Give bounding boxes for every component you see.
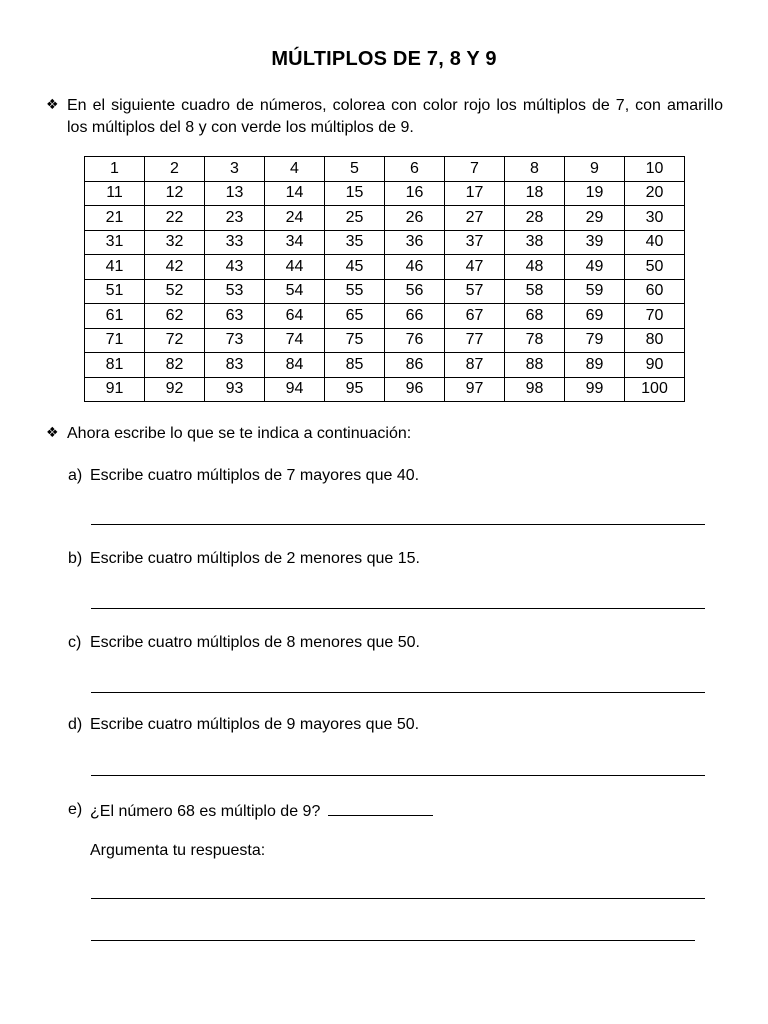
grid-cell[interactable]: 64 <box>265 304 325 329</box>
grid-cell[interactable]: 28 <box>505 206 565 231</box>
grid-cell[interactable]: 63 <box>205 304 265 329</box>
grid-cell[interactable]: 91 <box>85 377 145 402</box>
grid-cell[interactable]: 5 <box>325 157 385 182</box>
grid-cell[interactable]: 19 <box>565 181 625 206</box>
grid-cell[interactable]: 69 <box>565 304 625 329</box>
answer-line-b[interactable] <box>91 608 705 609</box>
grid-cell[interactable]: 40 <box>625 230 685 255</box>
grid-cell[interactable]: 45 <box>325 255 385 280</box>
grid-cell[interactable]: 6 <box>385 157 445 182</box>
grid-cell[interactable]: 77 <box>445 328 505 353</box>
grid-cell[interactable]: 80 <box>625 328 685 353</box>
grid-cell[interactable]: 84 <box>265 353 325 378</box>
number-grid <box>84 156 685 402</box>
grid-row <box>85 304 685 329</box>
grid-cell[interactable]: 55 <box>325 279 385 304</box>
grid-cell[interactable]: 27 <box>445 206 505 231</box>
answer-line-d[interactable] <box>91 775 705 776</box>
grid-cell[interactable]: 82 <box>145 353 205 378</box>
question-letter: c) <box>68 634 82 651</box>
question-text: Escribe cuatro múltiplos de 2 menores que 15. <box>90 550 420 567</box>
grid-cell[interactable]: 9 <box>565 157 625 182</box>
grid-row <box>85 255 685 280</box>
grid-cell[interactable]: 22 <box>145 206 205 231</box>
instruction-text: En el siguiente cuadro de números, colorea con color rojo los múltiplos de 7, con amarillo los múltiplos del 8 y con verde los múltiplos de 9. <box>67 97 723 136</box>
grid-cell[interactable]: 15 <box>325 181 385 206</box>
grid-cell[interactable]: 62 <box>145 304 205 329</box>
grid-cell[interactable]: 47 <box>445 255 505 280</box>
question-letter: e) <box>68 801 83 818</box>
grid-cell[interactable]: 61 <box>85 304 145 329</box>
grid-cell[interactable]: 96 <box>385 377 445 402</box>
grid-cell[interactable]: 39 <box>565 230 625 255</box>
grid-cell[interactable]: 54 <box>265 279 325 304</box>
grid-cell[interactable]: 25 <box>325 206 385 231</box>
question-letter: a) <box>68 467 83 484</box>
grid-cell[interactable]: 87 <box>445 353 505 378</box>
grid-cell[interactable]: 66 <box>385 304 445 329</box>
grid-row <box>85 157 685 182</box>
grid-cell[interactable]: 21 <box>85 206 145 231</box>
diamond-bullet-icon: ❖ <box>46 424 59 440</box>
grid-cell[interactable]: 50 <box>625 255 685 280</box>
grid-row <box>85 206 685 231</box>
grid-cell[interactable]: 32 <box>145 230 205 255</box>
instruction-text: Ahora escribe lo que se te indica a continuación: <box>67 425 412 442</box>
question-text: Escribe cuatro múltiplos de 8 menores que 50. <box>90 634 420 651</box>
grid-cell[interactable]: 14 <box>265 181 325 206</box>
grid-cell[interactable]: 74 <box>265 328 325 353</box>
grid-cell[interactable]: 23 <box>205 206 265 231</box>
grid-cell[interactable]: 24 <box>265 206 325 231</box>
grid-cell[interactable]: 79 <box>565 328 625 353</box>
grid-cell[interactable]: 29 <box>565 206 625 231</box>
argument-line-2[interactable] <box>91 940 695 941</box>
grid-cell[interactable]: 78 <box>505 328 565 353</box>
grid-cell[interactable]: 36 <box>385 230 445 255</box>
grid-cell[interactable]: 88 <box>505 353 565 378</box>
question-text: Escribe cuatro múltiplos de 7 mayores que 40. <box>90 467 420 484</box>
grid-cell[interactable]: 85 <box>325 353 385 378</box>
grid-cell[interactable]: 52 <box>145 279 205 304</box>
grid-cell[interactable]: 86 <box>385 353 445 378</box>
grid-cell[interactable]: 56 <box>385 279 445 304</box>
question-letter: b) <box>68 550 83 567</box>
grid-cell[interactable]: 99 <box>565 377 625 402</box>
grid-cell[interactable]: 34 <box>265 230 325 255</box>
question-text: Escribe cuatro múltiplos de 9 mayores que 50. <box>90 716 420 733</box>
grid-cell[interactable]: 58 <box>505 279 565 304</box>
grid-cell[interactable]: 13 <box>205 181 265 206</box>
grid-cell[interactable]: 89 <box>565 353 625 378</box>
grid-cell[interactable]: 38 <box>505 230 565 255</box>
grid-cell[interactable]: 75 <box>325 328 385 353</box>
grid-cell[interactable]: 67 <box>445 304 505 329</box>
answer-line-a[interactable] <box>91 524 705 525</box>
page-title: MÚLTIPLOS DE 7, 8 Y 9 <box>271 48 497 70</box>
grid-cell[interactable]: 49 <box>565 255 625 280</box>
grid-cell[interactable]: 46 <box>385 255 445 280</box>
argument-line-1[interactable] <box>91 898 705 899</box>
grid-cell[interactable]: 8 <box>505 157 565 182</box>
grid-row <box>85 377 685 402</box>
grid-cell[interactable]: 26 <box>385 206 445 231</box>
grid-cell[interactable]: 68 <box>505 304 565 329</box>
grid-cell[interactable]: 100 <box>625 377 685 402</box>
grid-cell[interactable]: 48 <box>505 255 565 280</box>
question-e-row <box>90 801 433 821</box>
grid-cell[interactable]: 20 <box>625 181 685 206</box>
grid-cell[interactable]: 93 <box>205 377 265 402</box>
grid-cell[interactable]: 18 <box>505 181 565 206</box>
answer-line-c[interactable] <box>91 692 705 693</box>
grid-cell[interactable]: 71 <box>85 328 145 353</box>
grid-cell[interactable]: 33 <box>205 230 265 255</box>
grid-cell[interactable]: 92 <box>145 377 205 402</box>
grid-cell[interactable]: 10 <box>625 157 685 182</box>
grid-cell[interactable]: 31 <box>85 230 145 255</box>
grid-cell[interactable]: 37 <box>445 230 505 255</box>
grid-cell[interactable]: 95 <box>325 377 385 402</box>
diamond-bullet-icon: ❖ <box>46 96 59 112</box>
grid-cell[interactable]: 42 <box>145 255 205 280</box>
grid-row <box>85 328 685 353</box>
grid-row <box>85 181 685 206</box>
grid-cell[interactable]: 30 <box>625 206 685 231</box>
grid-cell[interactable]: 3 <box>205 157 265 182</box>
grid-cell[interactable]: 83 <box>205 353 265 378</box>
grid-cell[interactable]: 60 <box>625 279 685 304</box>
grid-cell[interactable]: 81 <box>85 353 145 378</box>
grid-cell[interactable]: 7 <box>445 157 505 182</box>
grid-cell[interactable]: 53 <box>205 279 265 304</box>
grid-cell[interactable]: 4 <box>265 157 325 182</box>
grid-cell[interactable]: 94 <box>265 377 325 402</box>
grid-cell[interactable]: 97 <box>445 377 505 402</box>
grid-cell[interactable]: 44 <box>265 255 325 280</box>
grid-cell[interactable]: 12 <box>145 181 205 206</box>
grid-cell[interactable]: 41 <box>85 255 145 280</box>
grid-cell[interactable]: 72 <box>145 328 205 353</box>
grid-cell[interactable]: 59 <box>565 279 625 304</box>
grid-row <box>85 279 685 304</box>
question-text: ¿El número 68 es múltiplo de 9? <box>90 803 321 820</box>
grid-cell[interactable]: 65 <box>325 304 385 329</box>
grid-cell[interactable]: 73 <box>205 328 265 353</box>
answer-blank-e[interactable] <box>328 801 433 816</box>
question-letter: d) <box>68 716 83 733</box>
grid-cell[interactable]: 51 <box>85 279 145 304</box>
grid-cell[interactable]: 70 <box>625 304 685 329</box>
grid-cell[interactable]: 1 <box>85 157 145 182</box>
grid-cell[interactable]: 2 <box>145 157 205 182</box>
grid-cell[interactable]: 16 <box>385 181 445 206</box>
argument-label: Argumenta tu respuesta: <box>90 842 266 859</box>
grid-cell[interactable]: 98 <box>505 377 565 402</box>
grid-cell[interactable]: 35 <box>325 230 385 255</box>
grid-cell[interactable]: 43 <box>205 255 265 280</box>
grid-row <box>85 230 685 255</box>
grid-cell[interactable]: 17 <box>445 181 505 206</box>
grid-cell[interactable]: 90 <box>625 353 685 378</box>
grid-cell[interactable]: 76 <box>385 328 445 353</box>
grid-cell[interactable]: 57 <box>445 279 505 304</box>
grid-cell[interactable]: 11 <box>85 181 145 206</box>
grid-row <box>85 353 685 378</box>
